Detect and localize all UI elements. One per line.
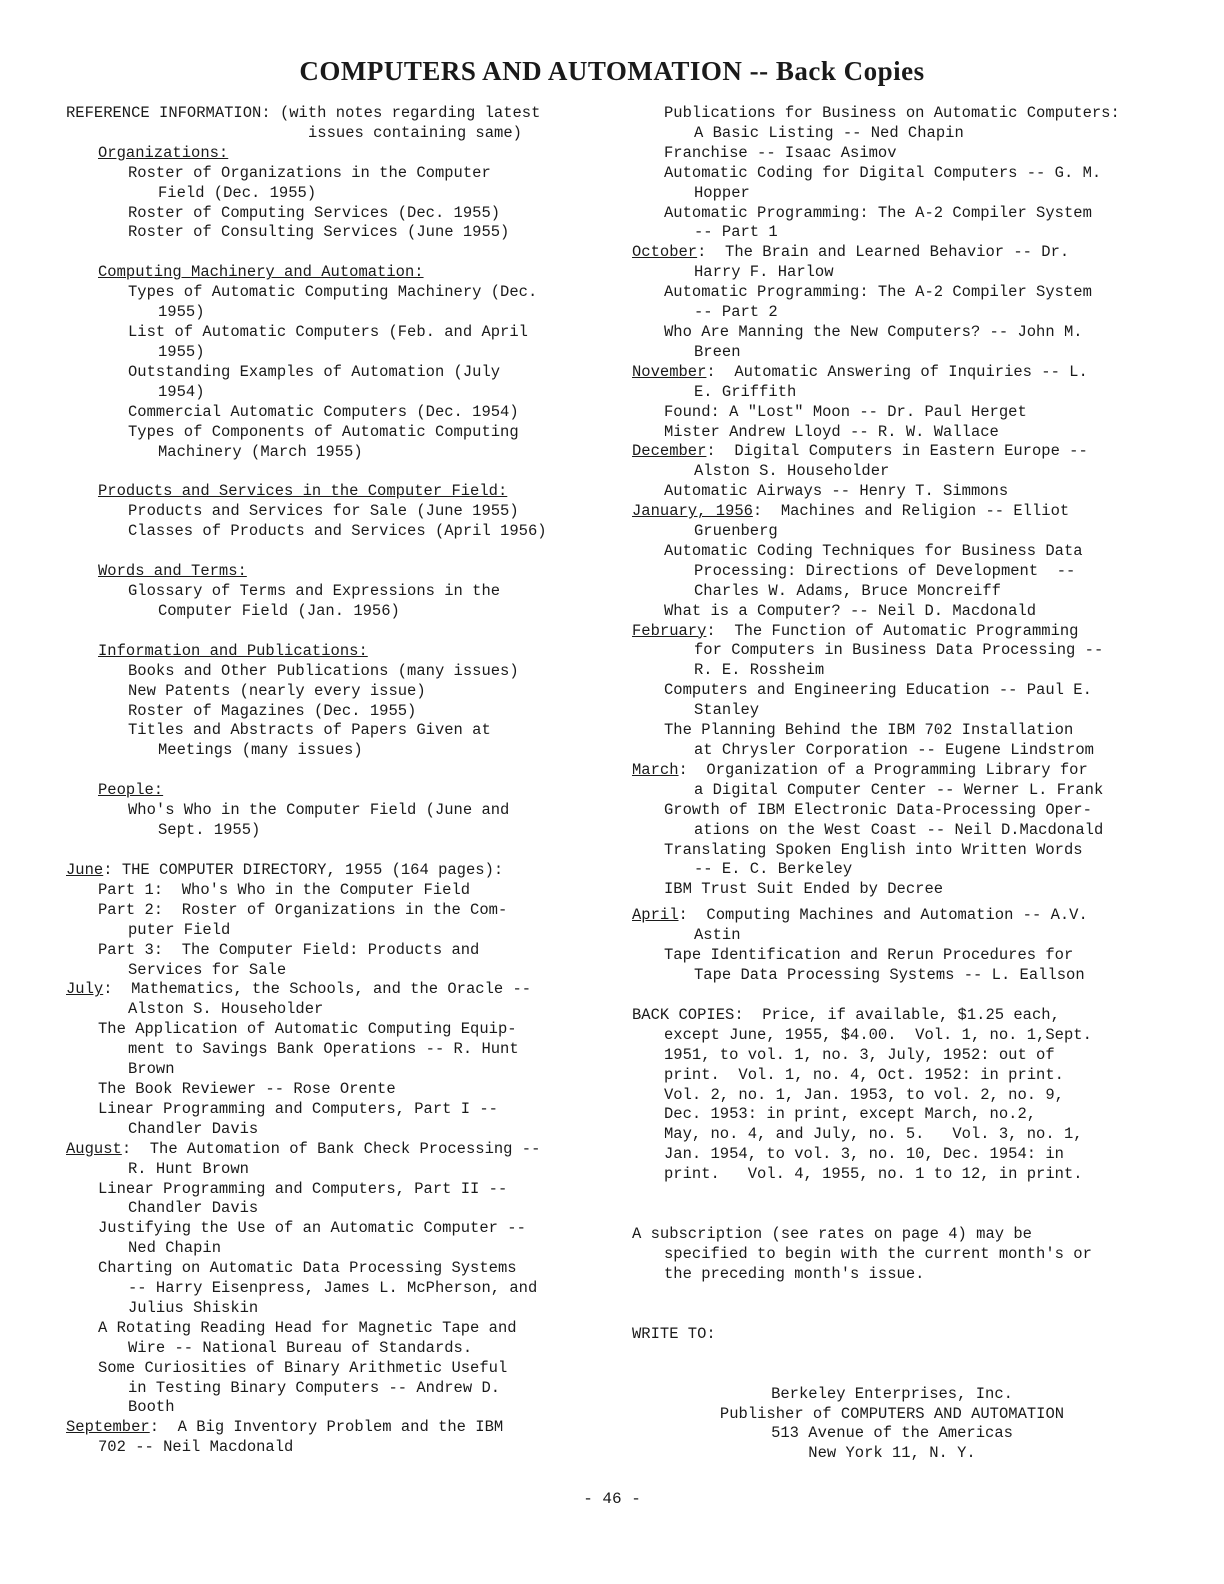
back-copies-text: except June, 1955, $4.00. Vol. 1, no. 1,Sept. [664, 1025, 1092, 1044]
list-item: Harry F. Harlow [694, 263, 834, 282]
left-column [66, 104, 576, 1458]
list-item: Stanley [694, 701, 760, 720]
list-item: Some Curiosities of Binary Arithmetic Useful [98, 1358, 508, 1377]
issue-march [632, 761, 1152, 781]
list-item: R. E. Rossheim [694, 661, 825, 680]
list-item: a Digital Computer Center -- Werner L. Frank [694, 780, 1104, 799]
list-item: Found: A "Lost" Moon -- Dr. Paul Herget [664, 402, 1027, 421]
list-item: Booth [128, 1398, 175, 1417]
list-item: Justifying the Use of an Automatic Computer -- [98, 1219, 526, 1238]
address-line: Publisher of COMPUTERS AND AUTOMATION [719, 1404, 1065, 1423]
list-item: -- E. C. Berkeley [694, 860, 853, 879]
list-item: Outstanding Examples of Automation (July [128, 362, 501, 381]
list-item: 1955) [158, 342, 205, 361]
list-item: ations on the West Coast -- Neil D.Macdonald [694, 820, 1104, 839]
issue-august [66, 1140, 576, 1160]
month-label: September [66, 1418, 150, 1437]
list-item: Roster of Consulting Services (June 1955) [128, 223, 510, 242]
list-item: Roster of Magazines (Dec. 1955) [128, 701, 417, 720]
list-item: 1955) [158, 303, 205, 322]
list-item: Part 1: Who's Who in the Computer Field [98, 880, 471, 899]
back-copies-heading: BACK COPIES: Price, if available, $1.25 each, [632, 1005, 1060, 1024]
subscription-text: A subscription (see rates on page 4) may be [632, 1225, 1032, 1244]
list-item: Automatic Programming: The A-2 Compiler System [664, 203, 1092, 222]
list-item: Commercial Automatic Computers (Dec. 1954) [128, 402, 519, 421]
list-item: Growth of IBM Electronic Data-Processing Oper- [664, 800, 1092, 819]
list-item: Titles and Abstracts of Papers Given at [128, 721, 491, 740]
subscription-text: the preceding month's issue. [664, 1264, 925, 1283]
list-item: Alston S. Householder [694, 462, 890, 481]
list-item: List of Automatic Computers (Feb. and April [128, 323, 528, 342]
month-label: June [66, 861, 104, 879]
list-item: Franchise -- Isaac Asimov [664, 143, 897, 162]
right-column [632, 104, 1152, 1464]
list-item: Roster of Organizations in the Computer [128, 163, 491, 182]
list-item: Charles W. Adams, Bruce Moncreiff [694, 581, 1001, 600]
issue-november [632, 363, 1152, 383]
section-people-label: People: [98, 781, 164, 800]
list-item: New Patents (nearly every issue) [128, 681, 426, 700]
list-item: -- Part 1 [694, 223, 778, 242]
list-item: Books and Other Publications (many issues) [128, 661, 519, 680]
page-number: - 46 - [583, 1490, 641, 1508]
issue-text: : Computing Machines and Automation -- A.V. [678, 906, 1088, 925]
list-item: Classes of Products and Services (April 1956) [128, 522, 547, 541]
issue-text: : Mathematics, the Schools, and the Oracle -- [103, 980, 532, 999]
list-item: -- Part 2 [694, 303, 778, 322]
list-item: Types of Components of Automatic Computing [128, 422, 519, 441]
back-copies-text: Dec. 1953: in print, except March, no.2, [664, 1105, 1037, 1124]
month-label: March [632, 760, 679, 779]
month-label: November [632, 362, 707, 381]
issue-text: : Digital Computers in Eastern Europe -- [706, 442, 1088, 461]
issue-text: : The Function of Automatic Programming [706, 621, 1079, 640]
list-item: Processing: Directions of Development -- [694, 561, 1076, 580]
list-item: Translating Spoken English into Written Words [664, 840, 1083, 859]
list-item: Who Are Manning the New Computers? -- John M. [664, 322, 1083, 341]
month-label: January, 1956 [632, 502, 753, 521]
month-label: February [632, 621, 707, 640]
list-item: in Testing Binary Computers -- Andrew D. [128, 1378, 501, 1397]
list-item: R. Hunt Brown [128, 1159, 249, 1178]
issue-text: : THE COMPUTER DIRECTORY, 1955 (164 pages): [103, 861, 504, 879]
reference-note: (with notes regarding latest [279, 104, 541, 122]
list-item: Alston S. Householder [128, 1000, 324, 1019]
issue-april [632, 906, 1152, 926]
list-item: Glossary of Terms and Expressions in the [128, 582, 501, 601]
list-item: Automatic Airways -- Henry T. Simmons [664, 482, 1009, 501]
list-item: Automatic Coding Techniques for Business Data [664, 541, 1083, 560]
section-machinery-label: Computing Machinery and Automation: [98, 263, 424, 282]
list-item: The Planning Behind the IBM 702 Installation [664, 721, 1074, 740]
list-item: Chandler Davis [128, 1199, 259, 1218]
issue-september [66, 1418, 576, 1438]
month-label: April [632, 906, 679, 925]
list-item: Computers and Engineering Education -- Paul E. [664, 681, 1092, 700]
list-item: Linear Programming and Computers, Part I -- [98, 1099, 498, 1118]
list-item: Wire -- National Bureau of Standards. [128, 1338, 473, 1357]
list-item: Tape Identification and Rerun Procedures for [664, 946, 1074, 965]
back-copies-text: print. Vol. 1, no. 4, Oct. 1952: in print. [664, 1065, 1064, 1084]
list-item: IBM Trust Suit Ended by Decree [664, 880, 944, 899]
list-item: ment to Savings Bank Operations -- R. Hunt [128, 1040, 519, 1059]
list-item: Meetings (many issues) [158, 741, 363, 760]
list-item: Machinery (March 1955) [158, 442, 363, 461]
reference-heading: REFERENCE INFORMATION: [66, 104, 271, 122]
issue-text: : A Big Inventory Problem and the IBM [149, 1418, 504, 1437]
back-copies-text: print. Vol. 4, 1955, no. 1 to 12, in print. [664, 1165, 1083, 1184]
list-item: at Chrysler Corporation -- Eugene Lindstrom [694, 741, 1094, 759]
issue-text: : Machines and Religion -- Elliot [752, 502, 1070, 521]
list-item: Mister Andrew Lloyd -- R. W. Wallace [664, 422, 999, 441]
list-item: Roster of Computing Services (Dec. 1955) [128, 203, 501, 222]
address-line: Berkeley Enterprises, Inc. [771, 1384, 1013, 1403]
list-item: Tape Data Processing Systems -- L. Eallson [694, 965, 1085, 984]
list-item: Automatic Programming: The A-2 Compiler System [664, 283, 1092, 302]
back-copies-text: May, no. 4, and July, no. 5. Vol. 3, no. 1, [664, 1125, 1083, 1144]
list-item: Products and Services for Sale (June 1955) [128, 502, 519, 521]
back-copies-text: Jan. 1954, to vol. 3, no. 10, Dec. 1954: in [664, 1145, 1064, 1164]
list-item: The Application of Automatic Computing Equip- [98, 1020, 517, 1039]
list-item: What is a Computer? -- Neil D. Macdonald [664, 601, 1037, 620]
list-item: -- Harry Eisenpress, James L. McPherson, and [128, 1279, 538, 1298]
issue-december [632, 442, 1152, 462]
list-item: Brown [128, 1060, 175, 1079]
page-title: COMPUTERS AND AUTOMATION -- Back Copies [299, 56, 925, 86]
write-to-label: WRITE TO: [632, 1324, 716, 1343]
list-item: Ned Chapin [128, 1239, 222, 1258]
list-item: A Basic Listing -- Ned Chapin [694, 123, 964, 142]
address-line: 513 Avenue of the Americas [771, 1424, 1013, 1443]
issue-february [632, 622, 1152, 642]
list-item: Chandler Davis [128, 1119, 259, 1138]
issue-text: : Automatic Answering of Inquiries -- L. [706, 362, 1088, 381]
issue-july [66, 980, 576, 1000]
reference-note-cont: issues containing same) [308, 123, 522, 142]
list-item: 702 -- Neil Macdonald [98, 1438, 294, 1457]
list-item: Breen [694, 342, 741, 361]
list-item: Linear Programming and Computers, Part II -- [98, 1179, 508, 1198]
back-copies-text: Vol. 2, no. 1, Jan. 1953, to vol. 2, no. 9, [664, 1085, 1064, 1104]
list-item: Charting on Automatic Data Processing Systems [98, 1259, 517, 1278]
issue-january [632, 502, 1152, 522]
back-copies-text: 1951, to vol. 1, no. 3, July, 1952: out of [664, 1045, 1055, 1064]
list-item: Part 2: Roster of Organizations in the Com- [98, 900, 508, 919]
list-item: Publications for Business on Automatic Computers: [664, 104, 1120, 122]
list-item: Julius Shiskin [128, 1298, 259, 1317]
list-item: E. Griffith [694, 382, 797, 401]
list-item: Part 3: The Computer Field: Products and [98, 940, 480, 959]
list-item: for Computers in Business Data Processing -- [694, 641, 1104, 660]
issue-text: : The Brain and Learned Behavior -- Dr. [697, 243, 1070, 262]
section-organizations-label: Organizations: [98, 143, 229, 162]
list-item: A Rotating Reading Head for Magnetic Tape and [98, 1318, 517, 1337]
section-info-label: Information and Publications: [98, 641, 368, 660]
list-item: Automatic Coding for Digital Computers -- G. M. [664, 163, 1102, 182]
list-item: puter Field [128, 920, 231, 939]
subscription-text: specified to begin with the current month's or [664, 1244, 1092, 1263]
list-item: Sept. 1955) [158, 821, 261, 840]
list-item: Astin [694, 926, 741, 945]
list-item: Services for Sale [128, 960, 287, 979]
month-label: August [66, 1139, 122, 1158]
issue-june [66, 861, 576, 881]
reference-heading-line [66, 104, 576, 124]
list-item: Hopper [694, 183, 750, 202]
address-line: New York 11, N. Y. [808, 1444, 976, 1463]
list-item: Field (Dec. 1955) [158, 183, 317, 202]
issue-text: : The Automation of Bank Check Processing -- [121, 1139, 541, 1158]
issue-october [632, 243, 1152, 263]
list-item: Types of Automatic Computing Machinery (Dec. [128, 283, 538, 302]
list-item: Computer Field (Jan. 1956) [158, 601, 400, 620]
list-item: Gruenberg [694, 522, 778, 541]
issue-text: : Organization of a Programming Library for [678, 760, 1088, 779]
list-item: 1954) [158, 382, 205, 401]
month-label: December [632, 442, 707, 461]
section-products-label: Products and Services in the Computer Field: [98, 482, 508, 501]
month-label: October [632, 243, 698, 262]
list-item: Who's Who in the Computer Field (June and [128, 801, 510, 820]
list-item: The Book Reviewer -- Rose Orente [98, 1079, 396, 1098]
month-label: July [66, 980, 104, 999]
section-words-label: Words and Terms: [98, 562, 247, 581]
